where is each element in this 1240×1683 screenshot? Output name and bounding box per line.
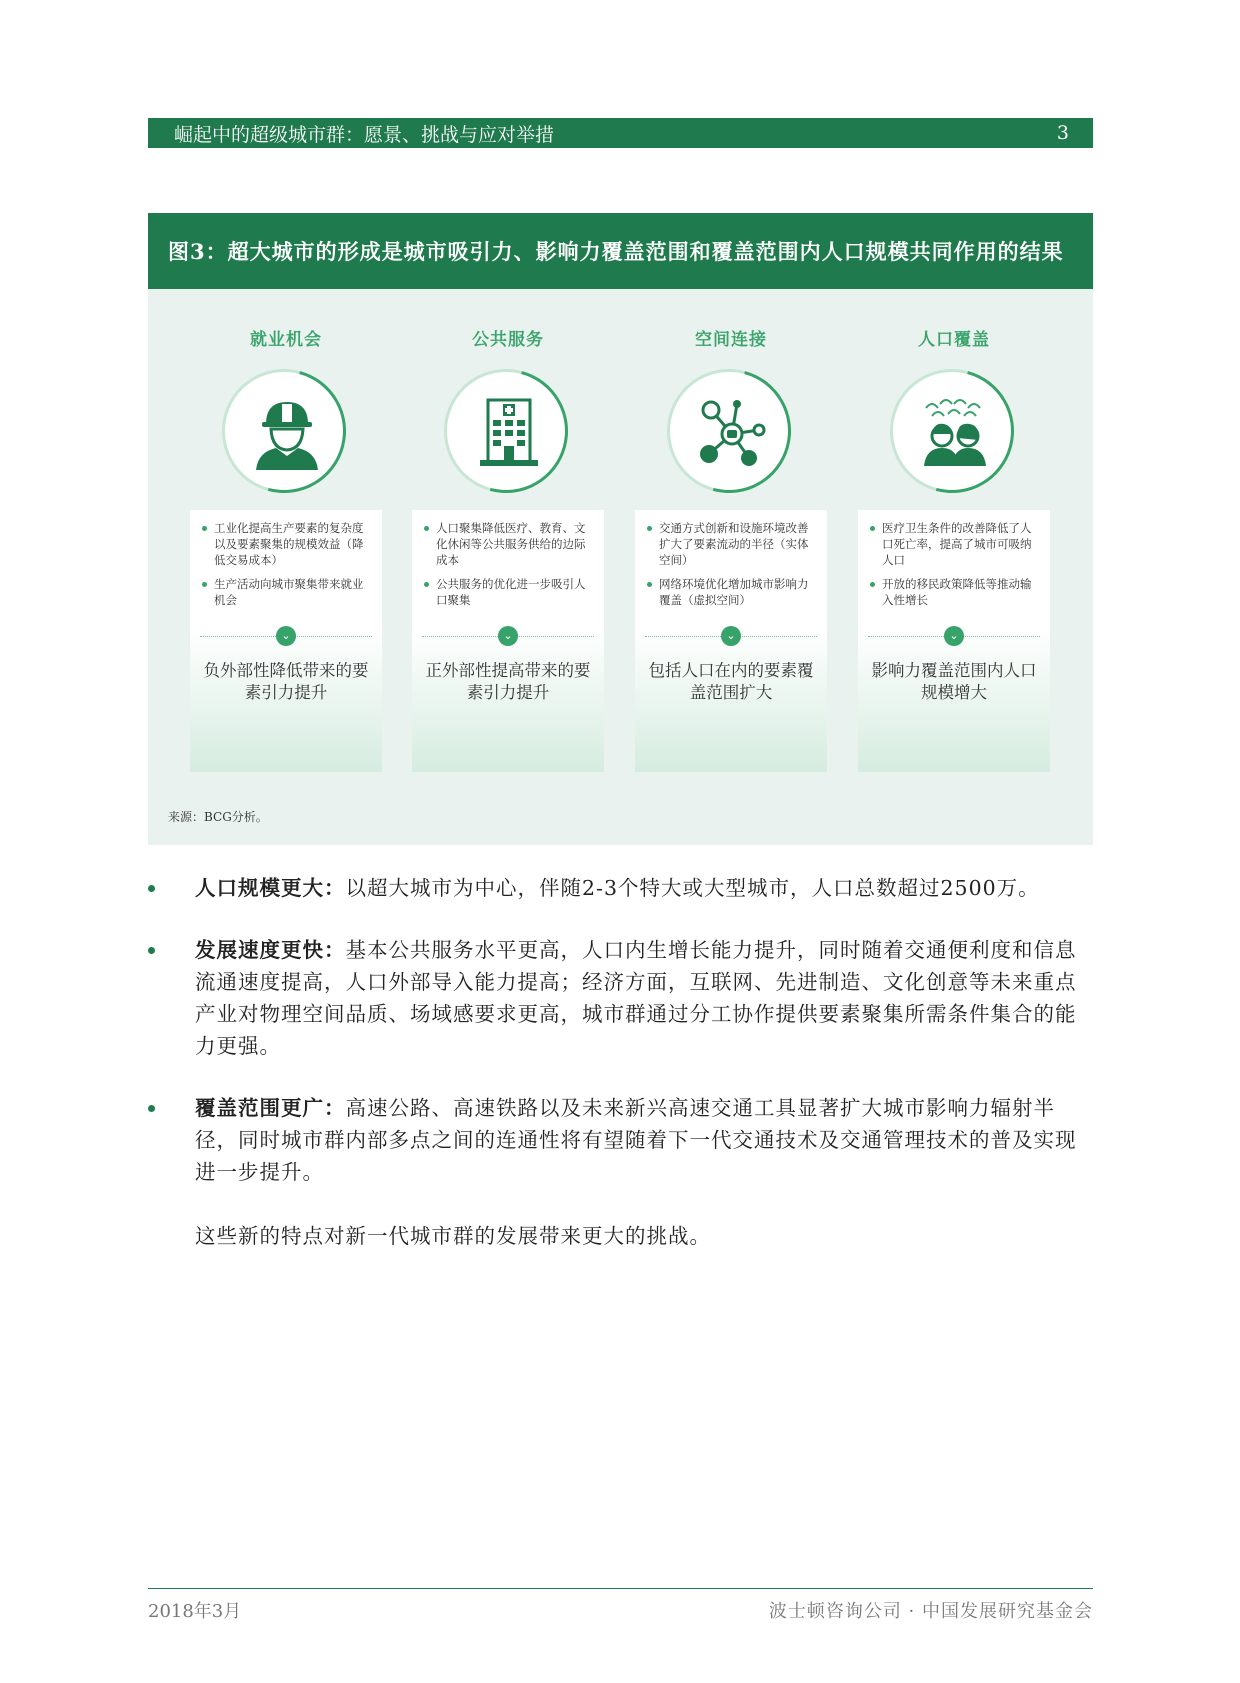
result-text: 负外部性降低带来的要素引力提升 bbox=[203, 661, 369, 702]
figure-columns bbox=[190, 325, 1050, 795]
footer-date: 2018年3月 bbox=[148, 1601, 242, 1622]
column-title: 空间连接 bbox=[695, 330, 767, 350]
column-spatial-connection bbox=[635, 325, 827, 795]
info-card bbox=[635, 510, 827, 772]
bullet-item: 工业化提高生产要素的复杂度以及要素聚集的规模效益（降低交易成本） bbox=[200, 520, 372, 568]
bullet-item: 网络环境优化增加城市影响力覆盖（虚拟空间） bbox=[645, 576, 817, 608]
chevron-down-icon: ⌄ bbox=[944, 626, 964, 646]
paragraph-lead: 覆盖范围更广： bbox=[195, 1096, 346, 1120]
icon-circle bbox=[890, 369, 1014, 493]
chevron-down-icon: ⌄ bbox=[276, 626, 296, 646]
paragraph-text: 以超大城市为中心，伴随2-3个特大或大型城市，人口总数超过2500万。 bbox=[345, 876, 1040, 900]
bullet-dot bbox=[148, 947, 155, 954]
column-employment bbox=[190, 325, 382, 795]
result-text: 正外部性提高带来的要素引力提升 bbox=[425, 661, 591, 702]
icon-circle bbox=[222, 369, 346, 493]
bullet-paragraph-speed bbox=[148, 934, 1093, 1062]
bullet-item: 交通方式创新和设施环境改善扩大了要素流动的半径（实体空间） bbox=[645, 520, 817, 568]
bullet-item: 开放的移民政策降低等推动输入性增长 bbox=[868, 576, 1040, 608]
footer-divider bbox=[148, 1588, 1093, 1589]
result-text: 包括人口在内的要素覆盖范围扩大 bbox=[648, 661, 814, 702]
column-title: 就业机会 bbox=[250, 330, 322, 350]
info-card bbox=[190, 510, 382, 772]
page-header bbox=[148, 118, 1093, 148]
bullet-dot bbox=[148, 1105, 155, 1112]
figure-title: 图3：超大城市的形成是城市吸引力、影响力覆盖范围和覆盖范围内人口规模共同作用的结果 bbox=[148, 213, 1093, 289]
closing-paragraph bbox=[148, 1220, 1093, 1252]
footer-organization: 波士顿咨询公司 · 中国发展研究基金会 bbox=[768, 1601, 1093, 1622]
header-title: 崛起中的超级城市群：愿景、挑战与应对举措 bbox=[174, 123, 555, 146]
icon-circle bbox=[444, 369, 568, 493]
figure-3 bbox=[148, 213, 1093, 845]
figure-source: 来源：BCG分析。 bbox=[168, 810, 268, 824]
column-title: 人口覆盖 bbox=[918, 330, 990, 350]
page-number: 3 bbox=[1056, 122, 1069, 144]
bullet-item: 生产活动向城市聚集带来就业机会 bbox=[200, 576, 372, 608]
icon-circle bbox=[667, 369, 791, 493]
column-population-coverage bbox=[858, 325, 1050, 795]
paragraph-text: 高速公路、高速铁路以及未来新兴高速交通工具显著扩大城市影响力辐射半径，同时城市群内部多点之间的连通性将有望随着下一代交通技术及交通管理技术的普及实现进一步提升。 bbox=[195, 1096, 1077, 1184]
paragraph-lead: 人口规模更大： bbox=[195, 876, 346, 900]
column-title: 公共服务 bbox=[472, 330, 544, 350]
bullet-paragraph-population bbox=[148, 872, 1093, 904]
info-card bbox=[412, 510, 604, 772]
hospital-building-icon bbox=[474, 394, 544, 470]
paragraph-text: 这些新的特点对新一代城市群的发展带来更大的挑战。 bbox=[195, 1224, 711, 1248]
column-public-service bbox=[412, 325, 604, 795]
bullet-dot bbox=[148, 885, 155, 892]
info-card bbox=[858, 510, 1050, 772]
network-transport-icon bbox=[697, 394, 767, 470]
result-text: 影响力覆盖范围内人口规模增大 bbox=[871, 661, 1037, 702]
bullet-item: 公共服务的优化进一步吸引人口聚集 bbox=[422, 576, 594, 608]
chevron-down-icon: ⌄ bbox=[721, 626, 741, 646]
bullet-item: 医疗卫生条件的改善降低了人口死亡率，提高了城市可吸纳人口 bbox=[868, 520, 1040, 568]
population-crowd-icon bbox=[920, 394, 990, 470]
bullet-item: 人口聚集降低医疗、教育、文化休闲等公共服务供给的边际成本 bbox=[422, 520, 594, 568]
chevron-down-icon: ⌄ bbox=[498, 626, 518, 646]
worker-helmet-icon bbox=[252, 394, 322, 470]
bullet-paragraph-coverage bbox=[148, 1092, 1093, 1188]
paragraph-lead: 发展速度更快： bbox=[195, 938, 346, 962]
paragraph-text: 基本公共服务水平更高，人口内生增长能力提升，同时随着交通便利度和信息流通速度提高，人口外部导入能力提高；经济方面，互联网、先进制造、文化创意等未来重点产业对物理空间品质、场域感要求更高，城市群通过分工协作提供要素聚集所需条件集合的能力更强。 bbox=[195, 938, 1077, 1058]
